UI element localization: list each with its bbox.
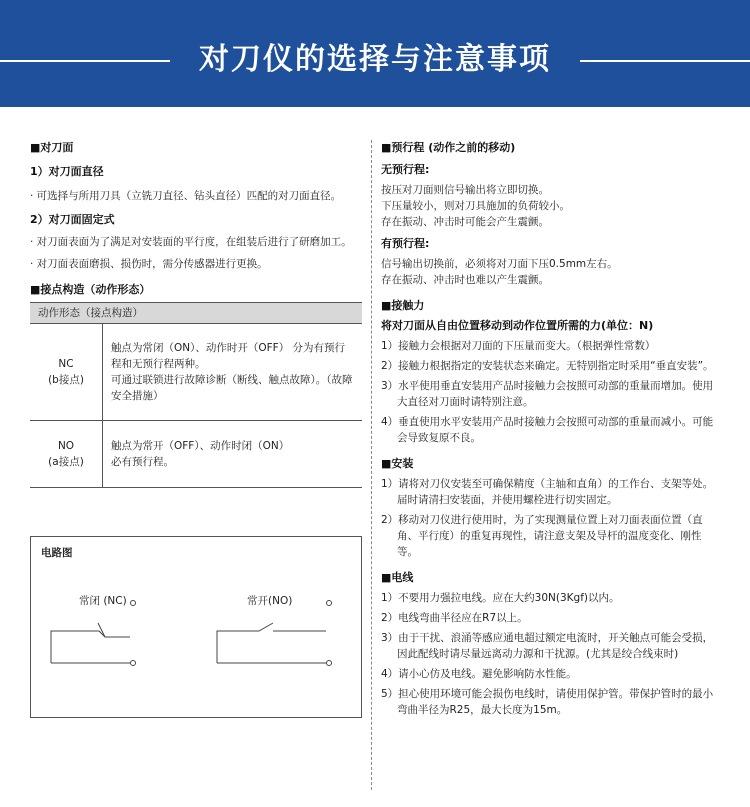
nc-circuit-label: 常闭 (NC) xyxy=(79,595,127,607)
no-pretravel-title: 无预行程: xyxy=(381,163,430,176)
cable-heading: ■电线 xyxy=(381,571,414,584)
force-heading: ■接触力 xyxy=(381,299,425,312)
no-pretravel-line1: 按压对刀面则信号输出将立即切换。 xyxy=(381,184,549,196)
with-pretravel-line1: 信号输出切换前，必须将对刀面下压0.5mm左右。 xyxy=(381,258,618,270)
circuit-title: 电路图 xyxy=(41,547,73,559)
face-sub1: 1）对刀面直径 xyxy=(30,165,104,178)
with-pretravel-title: 有预行程: xyxy=(381,237,430,250)
cable-item-4: 4）请小心仿及电线。避免影响防水性能。 xyxy=(381,668,577,680)
nc-label: NC xyxy=(58,358,74,370)
contact-row-nc xyxy=(30,324,362,421)
contact-row-no xyxy=(30,421,362,488)
cable-item-1: 1）不要用力强拉电线。应在大约30N(3Kgf)以内。 xyxy=(381,592,620,604)
with-pretravel-line2: 存在振动、冲击时也难以产生震颤。 xyxy=(381,274,549,286)
nc-desc1: 触点为常闭（ON）、动作时开（OFF） 分为有预行程和无预行程两种。 xyxy=(111,342,346,370)
no-pretravel-line2: 下压量较小，则对刀具施加的负荷较小。 xyxy=(381,200,570,212)
banner-rule-right xyxy=(580,60,750,62)
pretravel-heading: ■预行程 (动作之前的移动) xyxy=(381,141,516,154)
banner-rule-left xyxy=(0,60,170,62)
no-circuit-label: 常开(NO) xyxy=(247,595,293,607)
nc-sublabel: (b接点) xyxy=(48,374,84,386)
force-item-3: 3）水平使用垂直安装用产品时接触力会按照可动部的重量而增加。使用大直径对刀面时请特别注意。 xyxy=(381,380,714,408)
circuit-diagram-box xyxy=(30,536,362,718)
cable-item-3: 3）由于干扰、浪涌等感应通电超过额定电流时，开关触点可能会受损，因此配线时请尽量远离动力源和干扰源。(尤其是绞合线束时) xyxy=(381,632,714,660)
face-bullet3: · 对刀面表面磨损、损伤时，需分传感器进行更换。 xyxy=(30,258,268,270)
face-bullet2: · 对刀面表面为了满足对安装面的平行度，在组装后进行了研磨加工。 xyxy=(30,236,352,248)
title-banner xyxy=(0,0,750,107)
cable-item-5: 5）担心使用环境可能会损伤电线时，请使用保护管。带保护管时的最小弯曲半径为R25，最大长度为15m。 xyxy=(381,688,714,716)
page-title: 对刀仪的选择与注意事项 xyxy=(199,42,551,77)
circuit-symbols xyxy=(31,537,361,717)
install-heading: ■安装 xyxy=(381,457,414,470)
right-column xyxy=(381,140,721,718)
face-heading: ■对刀面 xyxy=(30,141,74,154)
contact-heading: ■接点构造（动作形态） xyxy=(30,283,151,296)
nc-desc2: 可通过联锁进行故障诊断（断线、触点故障）。（故障安全措施） xyxy=(111,374,353,402)
cable-item-2: 2）电线弯曲半径应在R7以上。 xyxy=(381,612,528,624)
no-switch-symbol xyxy=(217,601,332,666)
face-sub2: 2）对刀面固定式 xyxy=(30,213,115,226)
install-item-2: 2）移动对刀仪进行使用时，为了实现测量位置上对刀面表面位置（直角、平行度）的重复再现性，请注意支架及导杆的温度变化、刚性等。 xyxy=(381,514,703,558)
face-bullet1: · 可选择与所用刀具（立铣刀直径、钻头直径）匹配的对刀面直径。 xyxy=(30,190,342,202)
force-item-2: 2）接触力根据指定的安装状态来确定。无特别指定时采用“垂直安装”。 xyxy=(381,360,714,372)
install-item-1: 1）请将对刀仪安装至可确保精度（主轴和直角）的工作台、支架等处。届时请清扫安装面，并使用螺栓进行切实固定。 xyxy=(381,478,714,506)
force-item-4: 4）垂直使用水平安装用产品时接触力会按照可动部的重量而减小。可能会导致复原不良。 xyxy=(381,416,714,444)
force-intro: 将对刀面从自由位置移动到动作位置所需的力(单位：N) xyxy=(381,319,654,332)
no-desc2: 必有预行程。 xyxy=(111,456,174,468)
contact-table xyxy=(30,302,362,488)
force-item-1: 1）接触力会根据对刀面的下压量而变大。（根据弹性常数） xyxy=(381,340,656,352)
contact-table-header: 动作形态（接点构造） xyxy=(30,303,362,324)
no-pretravel-line3: 存在振动、冲击时可能会产生震颤。 xyxy=(381,216,549,228)
no-desc1: 触点为常开（OFF）、动作时闭（ON） xyxy=(111,440,290,452)
no-label: NO xyxy=(57,440,75,452)
column-divider xyxy=(371,140,372,790)
nc-switch-symbol xyxy=(51,601,136,666)
left-column xyxy=(30,140,362,488)
no-sublabel: (a接点) xyxy=(48,456,84,468)
